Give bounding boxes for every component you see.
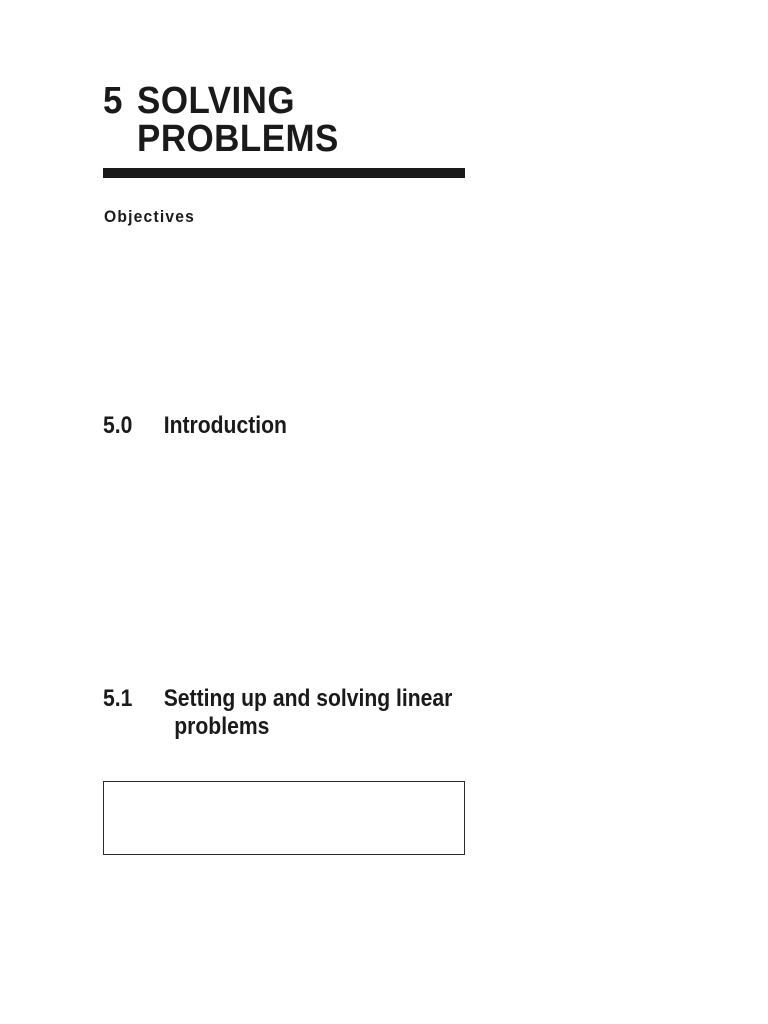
- objectives-heading: Objectives: [104, 207, 196, 226]
- section-number: 5.1: [103, 685, 133, 712]
- content-box: [103, 781, 465, 855]
- chapter-title: [103, 82, 339, 158]
- section-title: Introduction: [163, 412, 287, 439]
- chapter-title-line1: SOLVING: [137, 80, 296, 122]
- title-divider: [103, 168, 465, 178]
- section-heading-introduction: [103, 412, 287, 440]
- chapter-number: 5: [103, 80, 123, 122]
- section-number: 5.0: [103, 412, 133, 439]
- section-title-line2: problems: [174, 713, 270, 740]
- section-title-line1: Setting up and solving linear: [163, 685, 453, 712]
- chapter-title-line2: PROBLEMS: [137, 118, 339, 160]
- section-heading-linear-problems: [103, 685, 452, 741]
